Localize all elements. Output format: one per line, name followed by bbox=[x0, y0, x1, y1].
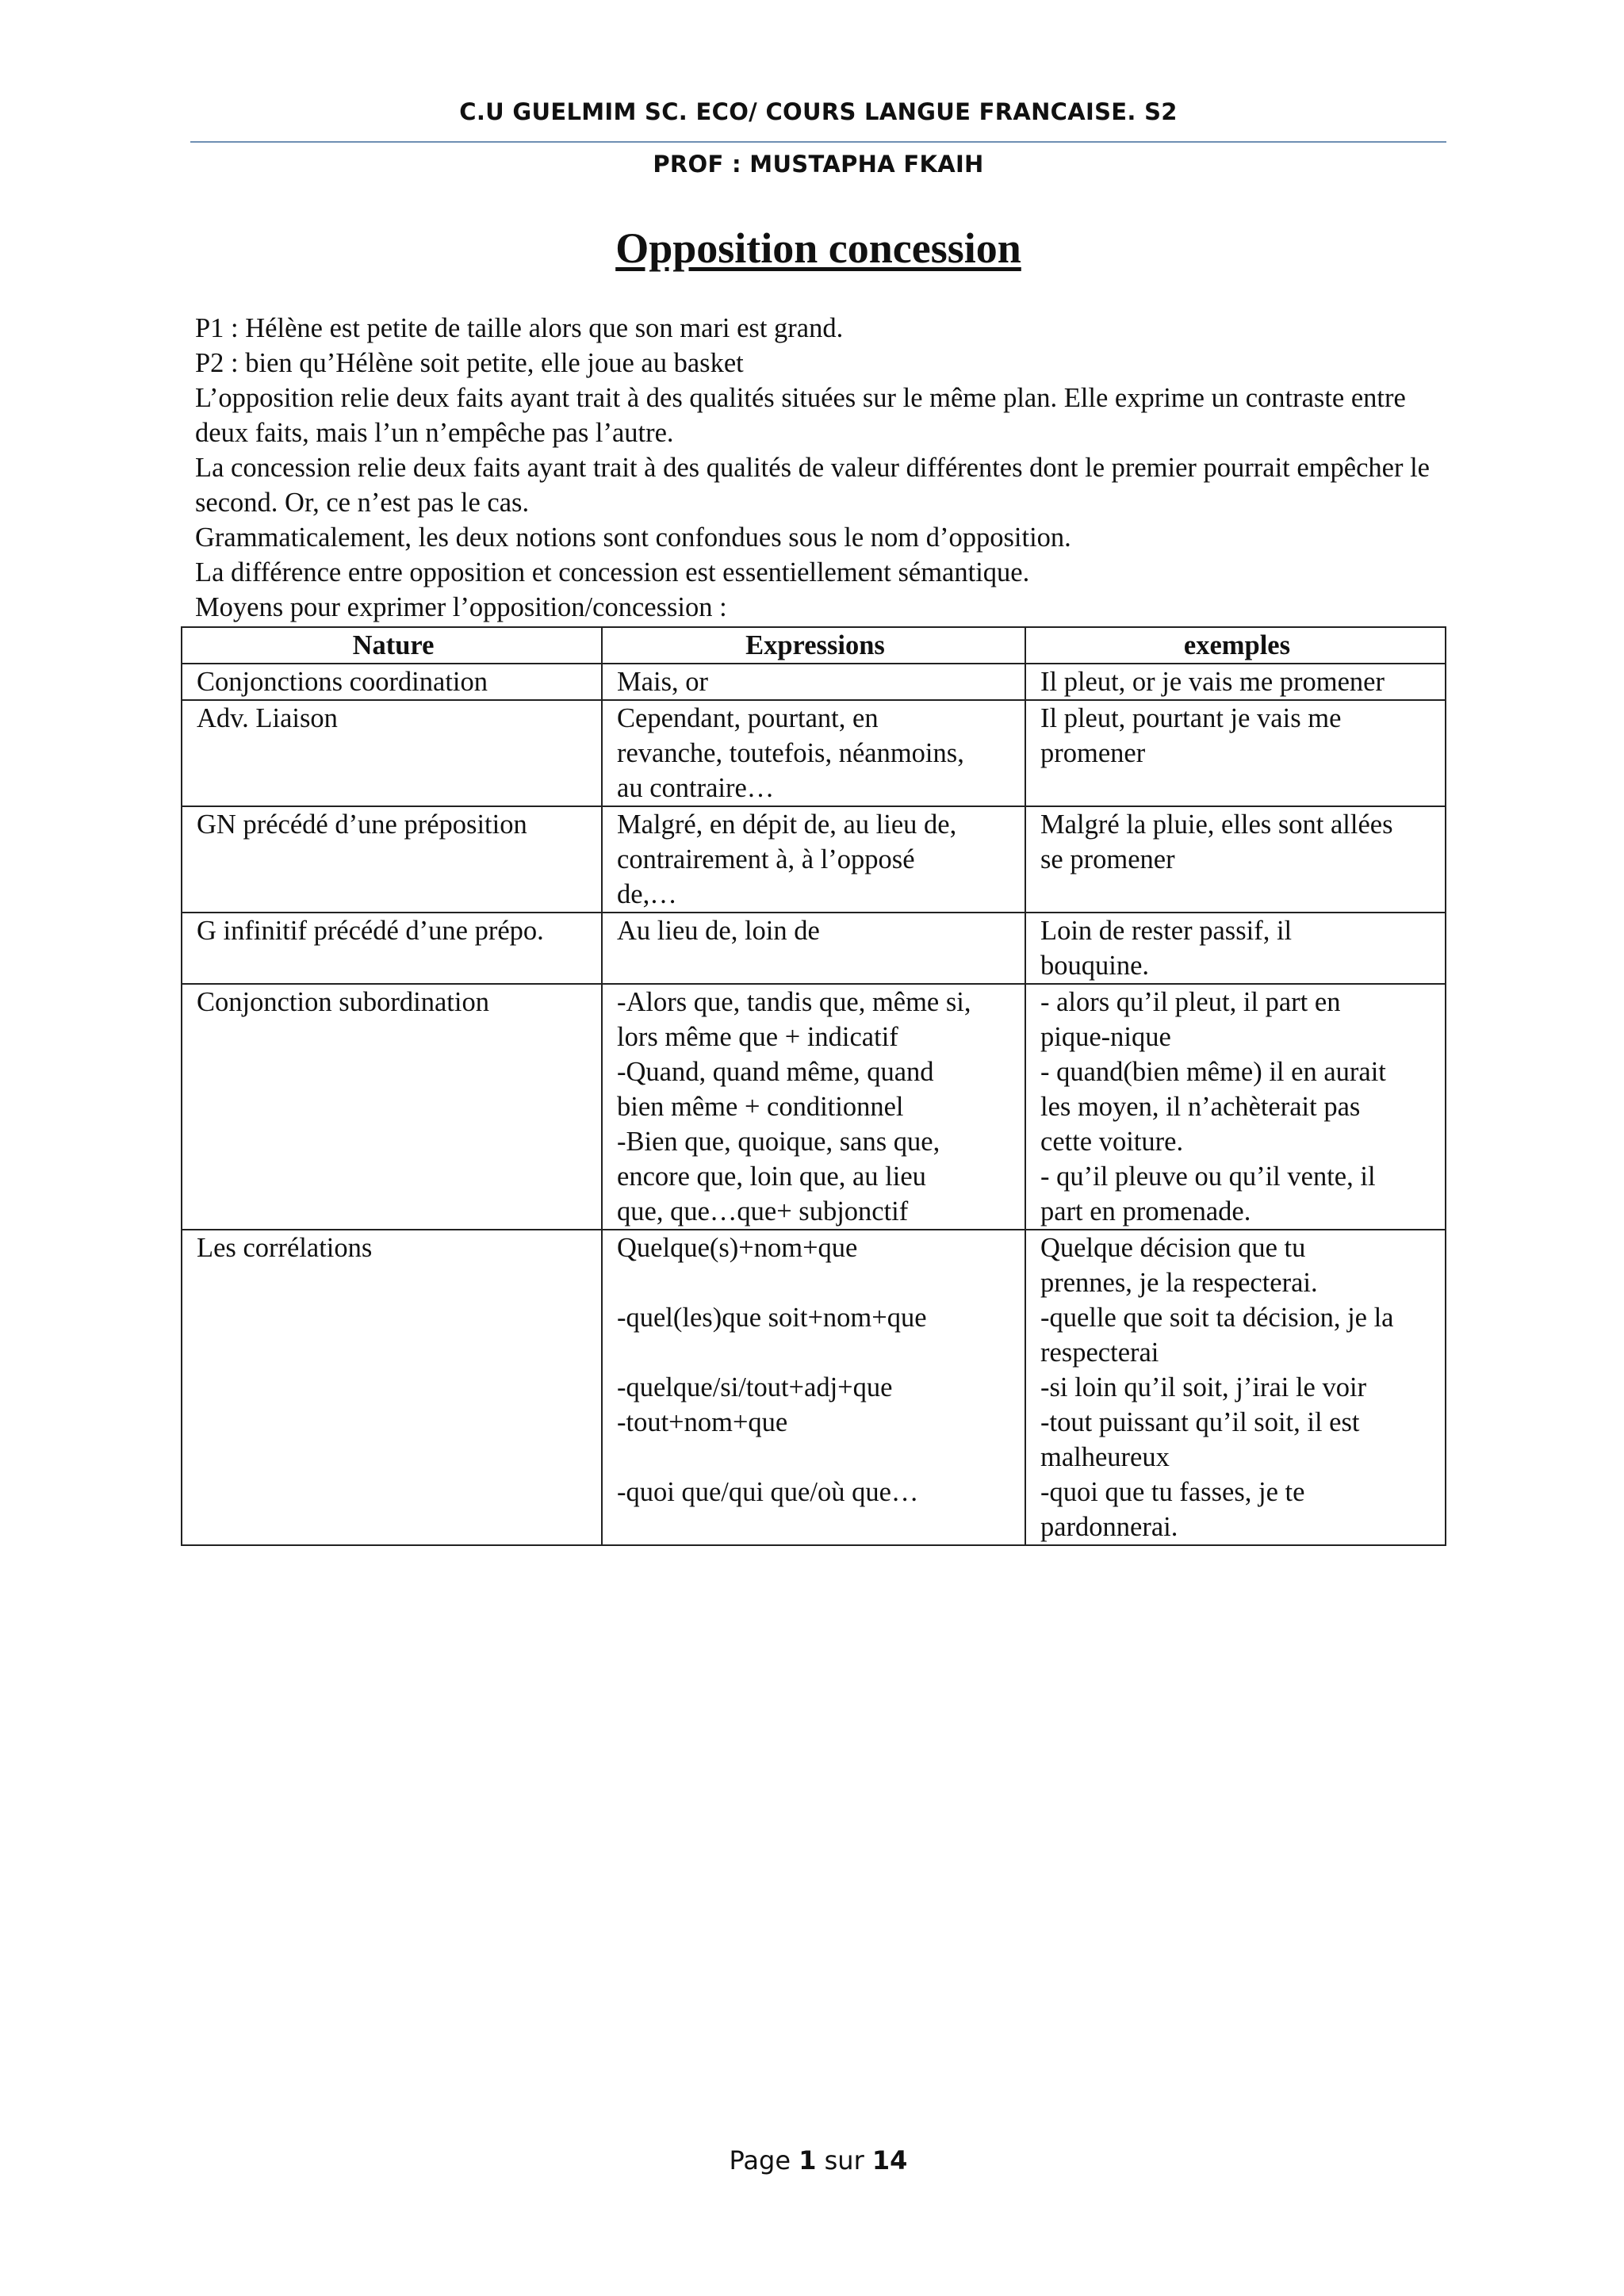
cell-line: -Quand, quand même, quand bbox=[617, 1057, 934, 1087]
cell-line: Loin de rester passif, il bbox=[1040, 916, 1293, 946]
page-footer bbox=[190, 2145, 1446, 2175]
intro-text bbox=[195, 311, 1464, 625]
cell-nature: Conjonctions coordination bbox=[182, 664, 602, 700]
footer-total-pages: 14 bbox=[871, 2145, 908, 2175]
course-header: C.U GUELMIM SC. ECO/ COURS LANGUE FRANCAISE. S2 bbox=[459, 98, 1178, 125]
cell-line: -quelle que soit ta décision, je la bbox=[1040, 1303, 1394, 1333]
cell-spacer bbox=[617, 1440, 1013, 1475]
table-row bbox=[182, 984, 1446, 1230]
cell-line: - quand(bien même) il en aurait bbox=[1040, 1057, 1386, 1087]
cell-exemples bbox=[1025, 913, 1446, 984]
footer-page-label: Page bbox=[729, 2145, 791, 2175]
cell-line: se promener bbox=[1040, 844, 1175, 874]
paragraph-p1: P1 : Hélène est petite de taille alors que son mari est grand. bbox=[195, 313, 844, 343]
table-row bbox=[182, 806, 1446, 913]
cell-exemples bbox=[1025, 984, 1446, 1230]
cell-nature: Adv. Liaison bbox=[182, 700, 602, 806]
professor-header: PROF : MUSTAPHA FKAIH bbox=[653, 151, 984, 178]
cell-line: Malgré la pluie, elles sont allées bbox=[1040, 809, 1393, 840]
header-exemples: exemples bbox=[1025, 627, 1446, 664]
cell-line: Il pleut, pourtant je vais me bbox=[1040, 703, 1342, 733]
cell-nature: G infinitif précédé d’une prépo. bbox=[182, 913, 602, 984]
cell-line: - alors qu’il pleut, il part en bbox=[1040, 987, 1341, 1017]
cell-line: pardonnerai. bbox=[1040, 1512, 1178, 1542]
cell-line: Quelque(s)+nom+que bbox=[617, 1233, 858, 1263]
cell-line: contrairement à, à l’opposé bbox=[617, 844, 915, 874]
header-divider bbox=[190, 141, 1446, 143]
paragraph-means: Moyens pour exprimer l’opposition/concession : bbox=[195, 592, 727, 622]
cell-line: encore que, loin que, au lieu bbox=[617, 1161, 926, 1192]
paragraph-p2: P2 : bien qu’Hélène soit petite, elle joue au basket bbox=[195, 348, 744, 378]
cell-line: -quelque/si/tout+adj+que bbox=[617, 1372, 893, 1402]
cell-line: Mais, or bbox=[617, 667, 708, 697]
cell-line: bouquine. bbox=[1040, 951, 1150, 981]
paragraph-opposition: L’opposition relie deux faits ayant trait à des qualités situées sur le même plan. Elle exprime un contraste entre deux faits, mais l’un n’empêche pas l’autre. bbox=[195, 383, 1406, 448]
cell-line: -Alors que, tandis que, même si, bbox=[617, 987, 971, 1017]
table-row bbox=[182, 700, 1446, 806]
paragraph-grammar: Grammaticalement, les deux notions sont confondues sous le nom d’opposition. bbox=[195, 522, 1071, 553]
cell-line: malheureux bbox=[1040, 1442, 1170, 1472]
header-nature: Nature bbox=[182, 627, 602, 664]
cell-expressions bbox=[602, 913, 1025, 984]
cell-line: promener bbox=[1040, 738, 1146, 768]
paragraph-concession: La concession relie deux faits ayant trait à des qualités de valeur différentes dont le premier pourrait empêcher le second. Or, ce n’est pas le cas. bbox=[195, 453, 1430, 518]
cell-exemples bbox=[1025, 806, 1446, 913]
cell-line: lors même que + indicatif bbox=[617, 1022, 898, 1052]
cell-line: respecterai bbox=[1040, 1337, 1159, 1368]
cell-nature: Les corrélations bbox=[182, 1230, 602, 1545]
cell-spacer bbox=[617, 1335, 1013, 1370]
cell-expressions bbox=[602, 700, 1025, 806]
cell-exemples bbox=[1025, 700, 1446, 806]
cell-exemples bbox=[1025, 664, 1446, 700]
cell-line: -quel(les)que soit+nom+que bbox=[617, 1303, 927, 1333]
footer-sur-label: sur bbox=[824, 2145, 864, 2175]
header-expressions: Expressions bbox=[602, 627, 1025, 664]
cell-line: cette voiture. bbox=[1040, 1127, 1184, 1157]
cell-line: -tout puissant qu’il soit, il est bbox=[1040, 1407, 1360, 1437]
cell-line: Au lieu de, loin de bbox=[617, 916, 820, 946]
cell-line: au contraire… bbox=[617, 773, 775, 803]
cell-line: Cependant, pourtant, en bbox=[617, 703, 879, 733]
cell-expressions bbox=[602, 984, 1025, 1230]
cell-line: bien même + conditionnel bbox=[617, 1092, 904, 1122]
cell-line: -quoi que tu fasses, je te bbox=[1040, 1477, 1305, 1507]
cell-line: revanche, toutefois, néanmoins, bbox=[617, 738, 964, 768]
opposition-table bbox=[181, 626, 1446, 1546]
cell-spacer bbox=[617, 1265, 1013, 1300]
cell-line: les moyen, il n’achèterait pas bbox=[1040, 1092, 1361, 1122]
page-title: Opposition concession bbox=[615, 224, 1021, 272]
cell-exemples bbox=[1025, 1230, 1446, 1545]
table-row bbox=[182, 664, 1446, 700]
paragraph-difference: La différence entre opposition et concession est essentiellement sémantique. bbox=[195, 557, 1030, 587]
cell-line: part en promenade. bbox=[1040, 1196, 1251, 1226]
cell-expressions bbox=[602, 1230, 1025, 1545]
cell-expressions bbox=[602, 664, 1025, 700]
cell-line: -tout+nom+que bbox=[617, 1407, 788, 1437]
cell-line: que, que…que+ subjonctif bbox=[617, 1196, 909, 1226]
footer-current-page: 1 bbox=[799, 2145, 817, 2175]
cell-expressions bbox=[602, 806, 1025, 913]
table-row bbox=[182, 913, 1446, 984]
cell-line: de,… bbox=[617, 879, 677, 909]
cell-line: - qu’il pleuve ou qu’il vente, il bbox=[1040, 1161, 1376, 1192]
cell-line: Quelque décision que tu bbox=[1040, 1233, 1306, 1263]
cell-nature: GN précédé d’une préposition bbox=[182, 806, 602, 913]
cell-line: prennes, je la respecterai. bbox=[1040, 1268, 1318, 1298]
cell-line: -si loin qu’il soit, j’irai le voir bbox=[1040, 1372, 1367, 1402]
cell-line: -quoi que/qui que/où que… bbox=[617, 1477, 919, 1507]
cell-line: -Bien que, quoique, sans que, bbox=[617, 1127, 940, 1157]
cell-line: Il pleut, or je vais me promener bbox=[1040, 667, 1385, 697]
table-row bbox=[182, 1230, 1446, 1545]
table-header-row bbox=[182, 627, 1446, 664]
cell-line: pique-nique bbox=[1040, 1022, 1171, 1052]
cell-line: Malgré, en dépit de, au lieu de, bbox=[617, 809, 957, 840]
cell-nature: Conjonction subordination bbox=[182, 984, 602, 1230]
